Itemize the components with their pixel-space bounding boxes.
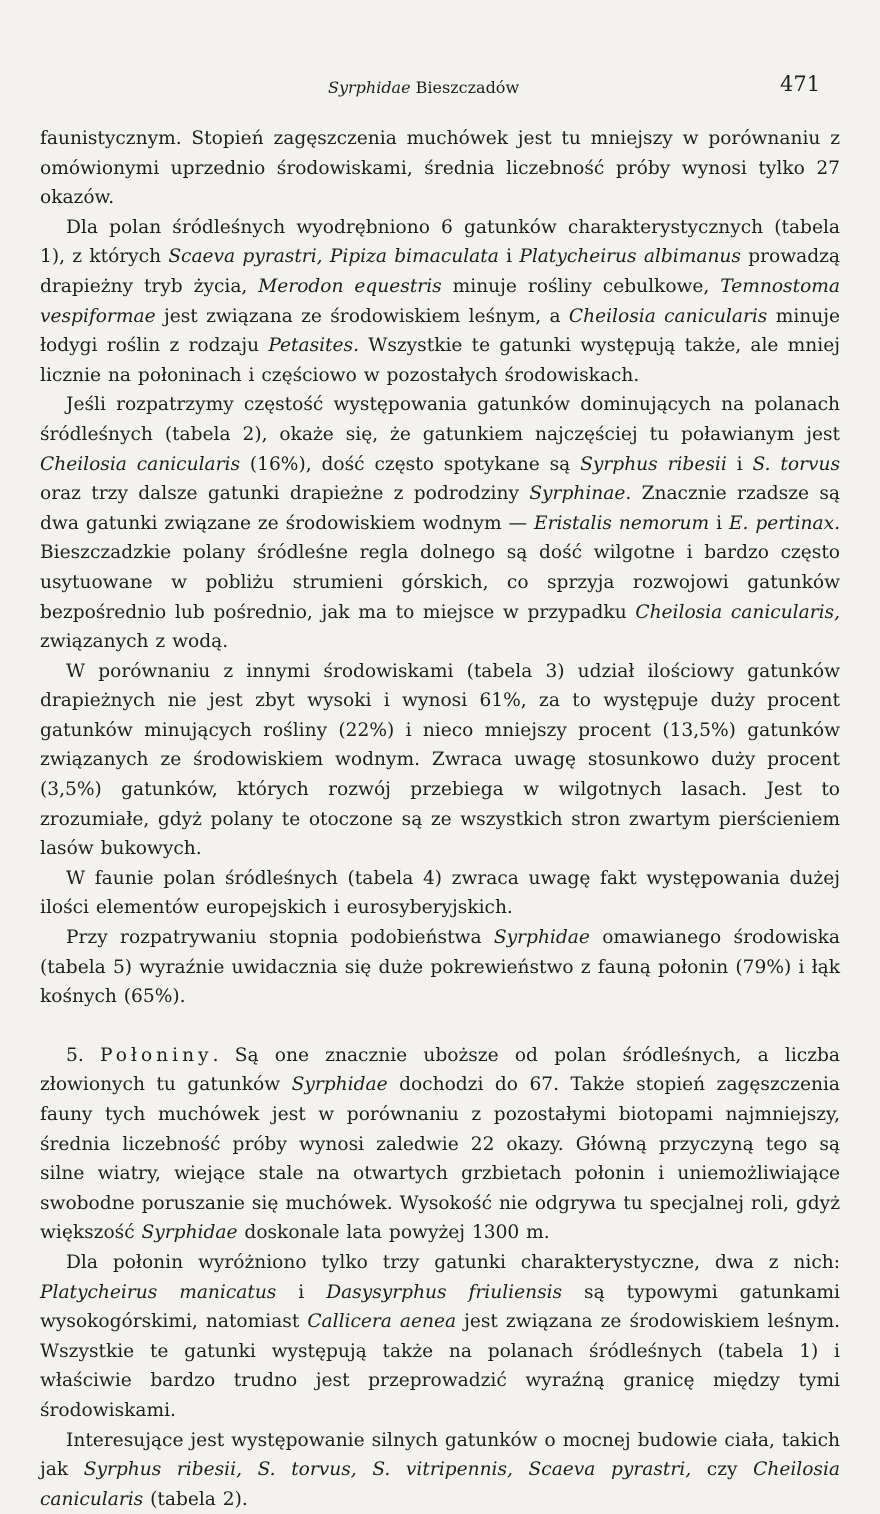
text-run: doskonale lata powyżej 1300 m. bbox=[237, 1222, 550, 1244]
text-run: i bbox=[726, 453, 753, 475]
page-number: 471 bbox=[780, 72, 821, 96]
text-run: minuje łodygi roślin z rodzaju bbox=[40, 305, 841, 357]
text-run: jest związana ze środowiskiem leśnym, a bbox=[155, 305, 569, 327]
running-head bbox=[0, 72, 880, 102]
text-run: są typowymi gatunkami wysokogórskimi, natomiast bbox=[40, 1281, 840, 1333]
text-run: W faunie polan śródleśnych (tabela 4) zwraca uwagę fakt występowania dużej ilości elementów europejskich i eurosyberyjskich. bbox=[40, 867, 840, 919]
italic-text: S. torvus bbox=[752, 453, 840, 475]
text-run: Interesujące jest występowanie silnych gatunków o mocnej budowie ciała, takich jak bbox=[40, 1429, 840, 1481]
italic-text: Scaeva pyrastri, Pipiza bimaculata bbox=[168, 246, 499, 268]
text-run: czy bbox=[691, 1459, 754, 1481]
running-title-place: Bieszczadów bbox=[410, 78, 520, 97]
section-heading: Połoniny bbox=[99, 1044, 213, 1066]
text-run: związanych z wodą. bbox=[40, 631, 229, 653]
paragraph bbox=[40, 864, 840, 923]
paragraph bbox=[40, 390, 840, 656]
section-paragraph bbox=[40, 1041, 840, 1248]
running-title-genus: Syrphidae bbox=[328, 78, 411, 97]
text-run: faunistycznym. Stopień zagęszczenia muchówek jest tu mniejszy w porównaniu z omówionymi uprzednio środowiskami, średnia liczebność próby wynosi tylko 27 okazów. bbox=[40, 128, 840, 209]
italic-text: Cheilosia canicularis bbox=[568, 305, 768, 327]
italic-text: Dasysyrphus friuliensis bbox=[326, 1281, 563, 1303]
text-run: oraz trzy dalsze gatunki drapieżne z podrodziny bbox=[40, 483, 530, 505]
text-run: i bbox=[709, 512, 729, 534]
text-run: Jeśli rozpatrzymy częstość występowania gatunków dominujących na polanach śródleśnych (tabela 2), okaże się, że gatunkiem najczęściej tu poławianym jest bbox=[40, 394, 840, 445]
running-title bbox=[328, 78, 519, 97]
italic-text: Eristalis nemorum bbox=[534, 512, 710, 534]
italic-text: E. pertinax. bbox=[728, 512, 841, 534]
text-run: omawianego środowiska (tabela 5) wyraźnie uwidacznia się duże pokrewieństwo z fauną połonin (79%) i łąk kośnych (65%). bbox=[40, 927, 840, 1008]
italic-text: Merodon equestris bbox=[258, 275, 442, 297]
text-run: (16%), dość często spotykane są bbox=[239, 453, 581, 475]
text-run: jest związana ze środowiskiem leśnym. Wszystkie te gatunki występują także na polanach śródleśnych (tabela 1) i właściwie bardzo trudno jest przeprowadzić wyraźną granicę między tymi środowiskami. bbox=[40, 1311, 840, 1421]
text-run: Znacznie rzadsze są dwa gatunki związane ze środowiskiem wodnym — bbox=[40, 483, 840, 534]
text-run: i bbox=[276, 1281, 327, 1303]
paragraph bbox=[40, 1426, 840, 1514]
italic-text: Syrphidae bbox=[493, 927, 590, 949]
text-run: 5. bbox=[66, 1044, 100, 1066]
paragraph bbox=[40, 124, 840, 213]
text-run: Bieszczadzkie polany śródleśne regla dolnego są dość wilgotne i bardzo często usytuowane w pobliżu strumieni górskich, co sprzyja rozwojowi gatunków bezpośrednio lub pośrednio, jak ma to miejsce w przypadku bbox=[40, 542, 840, 623]
italic-text: Cheilosia canicularis bbox=[40, 453, 240, 475]
text-run: W porównaniu z innymi środowiskami (tabela 3) udział ilościowy gatunków drapieżnych nie jest zbyt wysoki i wynosi 61%, za to występuje duży procent gatunków minujących rośliny (22%) i nieco mniejszy procent (13,5%) gatunków związanych ze środowiskiem wodnym. Zwraca uwagę stosunkowo duży procent (3,5%) gatunków, których rozwój przebiega w wilgotnych lasach. Jest to zrozumiałe, gdyż polany te otoczone są ze wszystkich stron zwartym pierścieniem lasów bukowych. bbox=[40, 660, 840, 860]
italic-text: Cheilosia canicularis bbox=[40, 1459, 840, 1510]
body-text bbox=[40, 124, 840, 1514]
italic-text: Platycheirus albimanus bbox=[519, 246, 741, 268]
italic-text: Syrphidae bbox=[291, 1074, 388, 1096]
text-run: i bbox=[498, 246, 520, 268]
paragraph bbox=[40, 1248, 840, 1426]
italic-text: Cheilosia canicularis, bbox=[635, 601, 840, 623]
italic-text: Temnostoma vespiformae bbox=[40, 275, 840, 327]
text-run: minuje rośliny cebulkowe, bbox=[441, 275, 721, 297]
text-run: (tabela 2). bbox=[143, 1488, 248, 1510]
text-run: Wszystkie te gatunki występują także, ale mniej licznie na połoninach i częściowo w pozostałych środowiskach. bbox=[40, 335, 840, 386]
text-run: Dla polan śródleśnych wyodrębniono 6 gatunków charakterystycznych (tabela 1), z których bbox=[40, 216, 840, 268]
paragraph bbox=[40, 657, 840, 864]
italic-text: Syrphinae. bbox=[529, 483, 632, 505]
text-run: Dla połonin wyróżniono tylko trzy gatunki charakterystyczne, dwa z nich: bbox=[66, 1251, 840, 1273]
text-run: dochodzi do 67. Także stopień zagęszczenia fauny tych muchówek jest w porównaniu z pozostałymi biotopami najmniejszy, średnia liczebność próby wynosi zaledwie 22 okazy. Główną przyczyną tego są silne wiatry, wiejące stale na otwartych grzbietach połonin i uniemożliwiające swobodne poruszanie się muchówek. Wysokość nie odgrywa tu specjalnej roli, gdyż większość bbox=[40, 1074, 840, 1244]
italic-text: Petasites. bbox=[268, 335, 359, 357]
paragraph bbox=[40, 213, 840, 391]
italic-text: Platycheirus manicatus bbox=[40, 1281, 277, 1303]
text-run: Przy rozpatrywaniu stopnia podobieństwa bbox=[66, 927, 494, 949]
paragraph bbox=[40, 923, 840, 1012]
italic-text: Syrphus ribesii, S. torvus, S. vitripennis, Scaeva pyrastri, bbox=[83, 1459, 692, 1481]
text-run: . Są one znacznie uboższe od polan śródleśnych, a liczba złowionych tu gatunków bbox=[40, 1044, 840, 1096]
italic-text: Syrphus ribesii bbox=[580, 453, 727, 475]
text-run: prowadzą drapieżny tryb życia, bbox=[40, 246, 840, 297]
italic-text: Syrphidae bbox=[141, 1222, 238, 1244]
italic-text: Callicera aenea bbox=[307, 1311, 457, 1333]
